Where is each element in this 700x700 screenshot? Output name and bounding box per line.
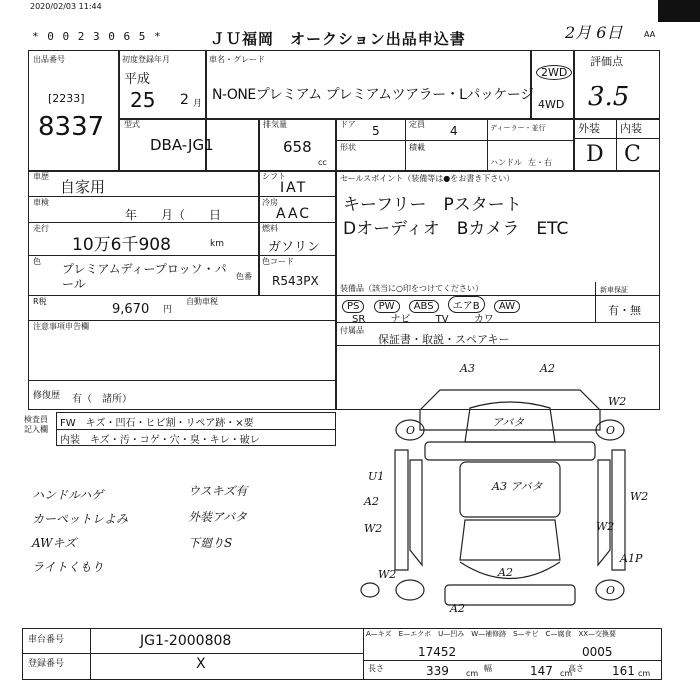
note-carpet: カーペットレよみ [32, 512, 129, 526]
repair-label: 修復歴 [33, 391, 61, 401]
equip-airbag: エアB [448, 296, 485, 313]
ac-label: 冷房 [262, 198, 278, 207]
owner-items-label: 付属品 [340, 326, 364, 335]
form-date: 2月 6日 [565, 23, 623, 42]
reg-number: X [196, 656, 206, 672]
mark-u1-left: U1 [368, 470, 385, 483]
vehicle-type: 自家用 [60, 178, 106, 196]
serial-number: * 0 0 2 3 0 6 5 * [32, 30, 162, 43]
fuel-label: 燃料 [262, 224, 278, 233]
lot-internal-no: [2233] [48, 92, 85, 105]
interior-grade: C [624, 142, 641, 167]
equip-pw: PW [374, 300, 400, 313]
equip-tv: TV [435, 314, 449, 325]
equip-ps: PS [342, 300, 364, 313]
interior-label: 内装 [620, 122, 642, 135]
corner-mark [658, 0, 700, 22]
note-handle: ハンドルハゲ [32, 488, 104, 502]
grade-label: 評価点 [590, 55, 623, 68]
print-timestamp: 2020/02/03 11:44 [30, 2, 102, 11]
car-name: N-ONEプレミアム プレミアムツアラー・Lパッケージ [212, 87, 534, 103]
new-used-choice: 有・無 [608, 304, 641, 317]
displacement-label: 排気量 [263, 120, 287, 129]
tax-value: 9,670 [112, 302, 150, 317]
tax-yen: 円 [163, 305, 173, 315]
owner-items: 保証書・取説・スペアキー [378, 333, 510, 346]
equip-sr: SR [352, 314, 366, 325]
mark-a2-front: A2 [540, 362, 555, 375]
shift-label: シフト [262, 172, 286, 181]
mileage: 10万6千908 [72, 235, 171, 255]
mark-a1p-right: A1P [620, 552, 643, 565]
reg-no-label: 登録番号 [28, 659, 65, 669]
chassis-number: JG1-2000808 [140, 633, 232, 649]
mark-a3-front: A3 [460, 362, 475, 375]
width-value: 147 [530, 664, 553, 678]
dealer-label: ディーラー・並行 [490, 124, 546, 132]
form-date-suffix: AA [644, 30, 656, 39]
equip-navi: ナビ [390, 314, 411, 325]
vehicle-type-label: 車歴 [33, 172, 49, 181]
recycle-label: 自動車税 [186, 297, 218, 306]
doors-label: ドア [340, 120, 356, 129]
mark-a2-left: A2 [364, 495, 379, 508]
drive-2wd [536, 66, 572, 79]
grade-value: 3.5 [588, 82, 630, 112]
tax-label: R税 [33, 297, 47, 306]
reg-month-unit: 月 [193, 99, 203, 109]
equip-abs: ABS [409, 300, 439, 313]
ac-value: AAC [276, 206, 312, 222]
handle-lr: 左・右 [528, 158, 552, 167]
mark-w2-left-rear: W2 [378, 568, 397, 581]
mark-w2-right-rear: W2 [596, 520, 615, 533]
repair-value: 有（ 諸所） [72, 394, 132, 405]
seats-value: 4 [450, 124, 458, 138]
drive-2wd-label: 2WD [536, 65, 572, 80]
color-label: 色 [33, 257, 41, 266]
equipment-row-2 [352, 310, 494, 325]
car-name-label: 車名・グレード [209, 55, 265, 64]
mark-hood-abata: アバタ [492, 416, 525, 429]
inspection-label: 車検 [33, 198, 49, 207]
inspector-row-interior: 内装 キズ・汚・コゲ・穴・臭・キレ・破レ [60, 435, 260, 446]
mark-w2-left-door: W2 [364, 522, 383, 535]
shift-value: IAT [280, 180, 308, 196]
lot-no-label: 出品番号 [33, 55, 65, 64]
new-used-label: 新車保証 [600, 286, 628, 294]
body-shape-label: 形状 [340, 143, 356, 152]
mark-roof-a3-abata: A3 アバタ [492, 480, 543, 493]
note-under: 下廻りS [188, 536, 233, 550]
inspector-row-fw: FW キズ・凹石・ヒビ割・リペア跡・×要 [60, 418, 254, 429]
km-unit: km [210, 239, 224, 249]
handle-label: ハンドル [490, 158, 522, 167]
lot-number: 8337 [38, 112, 105, 142]
length-unit: cm [466, 669, 479, 678]
note-light: ライトくもり [32, 560, 104, 574]
note-exterior: 外装アバタ [188, 510, 248, 524]
car-damage-diagram [350, 350, 670, 620]
width-label: 幅 [484, 664, 492, 673]
inspection-value: 年 月（ 日 [125, 208, 222, 222]
exterior-label: 外装 [578, 122, 600, 135]
height-unit: cm [638, 669, 651, 678]
mark-o-wheel-fr: O [606, 424, 616, 437]
model-code: DBA-JG1 [150, 136, 214, 154]
note-scratch: ウスキズ有 [188, 484, 248, 498]
displacement: 658 [283, 138, 312, 156]
mark-o-wheel-rr: O [606, 584, 616, 597]
mark-a2-bumper: A2 [450, 602, 465, 615]
load-label: 積載 [409, 143, 425, 152]
color-no-label: 色番 [236, 272, 252, 281]
seats-label: 定員 [409, 120, 425, 129]
mark-a2-rear: A2 [498, 566, 513, 579]
sales-point-label: セールスポイント（装備等は●をお書き下さい） [340, 174, 515, 183]
mileage-label: 走行 [33, 224, 49, 233]
mark-w2-right-door: W2 [630, 490, 649, 503]
length-value: 339 [426, 664, 449, 678]
doors-value: 5 [372, 124, 380, 138]
equip-aw: AW [494, 300, 520, 313]
sales-point-line-1: キーフリー Pスタート [343, 195, 522, 215]
inspector-label: 検査員記入欄 [24, 415, 48, 434]
drive-4wd: 4WD [538, 98, 565, 111]
exterior-grade: D [586, 142, 604, 167]
color-name: プレミアムディープロッソ・パール [62, 262, 227, 291]
mark-o-wheel-fl: O [406, 424, 416, 437]
era: 平成 [124, 72, 151, 87]
color-code: R543PX [272, 274, 319, 288]
equipment-label: 装備品（該当に○印をつけてください） [340, 284, 483, 293]
note-aw: AWキズ [32, 536, 77, 550]
width-unit: cm [560, 669, 573, 678]
height-label: 高さ [568, 664, 584, 673]
fuel-value: ガソリン [268, 240, 321, 255]
reg-month: 2 [180, 92, 189, 108]
cc-unit: cc [318, 158, 327, 167]
model-label: 型式 [124, 120, 140, 129]
form-title: ＪＵ福岡 オークション出品申込書 [210, 30, 466, 48]
height-value: 161 [612, 664, 635, 678]
notes-label: 注意事項申告欄 [33, 322, 89, 331]
auction-no-2: 0005 [582, 645, 613, 659]
color-code-label: 色コード [262, 257, 294, 266]
auction-no: 17452 [418, 645, 457, 659]
damage-legend: A—キズ E—エクボ U—凹み W—補修跡 S—サビ C—腐食 XX—交換要 [366, 630, 617, 638]
mark-w2-front-right: W2 [608, 395, 627, 408]
chassis-no-label: 車台番号 [28, 635, 65, 645]
length-label: 長さ [368, 664, 384, 673]
sales-point-line-2: Dオーディオ Bカメラ ETC [343, 219, 569, 239]
first-reg-label: 初度登録年月 [122, 55, 170, 64]
reg-year: 25 [130, 88, 156, 112]
equip-leather: カワ [473, 314, 494, 325]
